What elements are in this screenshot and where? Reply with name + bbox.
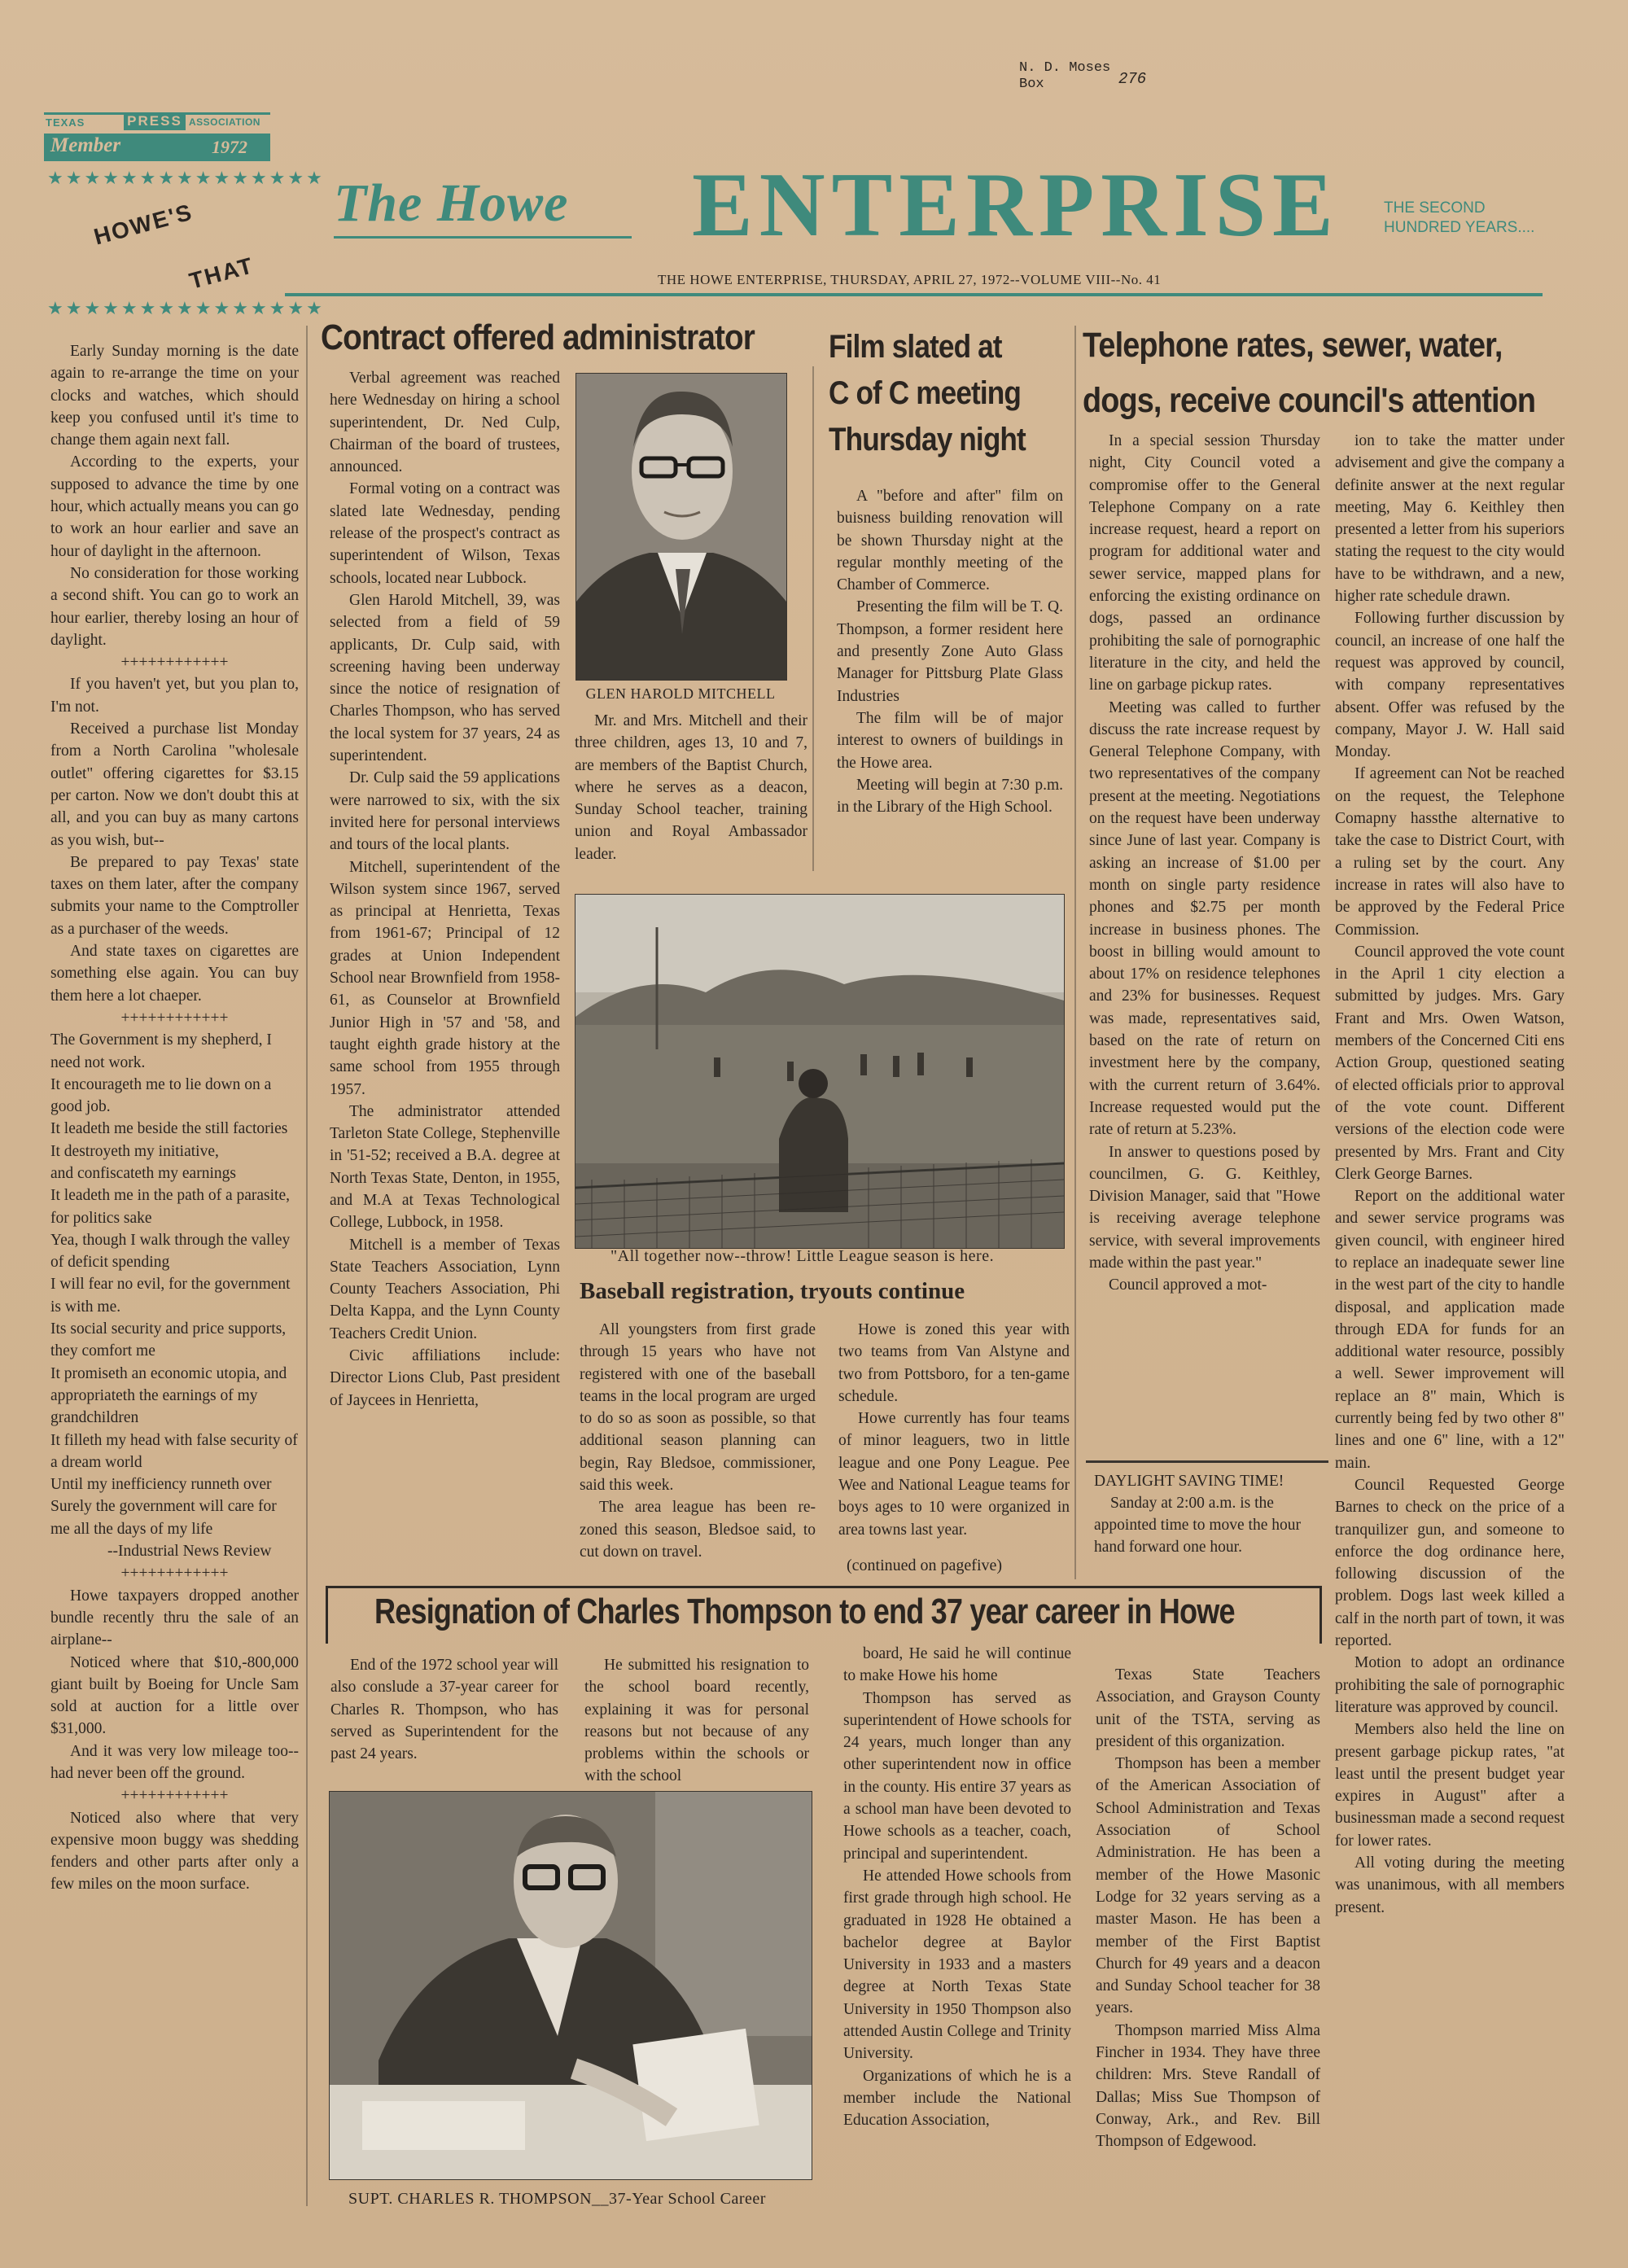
- telephone-headline-line: Telephone rates, sewer, water,: [1083, 326, 1503, 365]
- paragraph: Civic affiliations include: Director Lions Club, Past president of Jaycees in Henrietta,: [330, 1347, 560, 1409]
- paragraph: Noticed where that $10,-800,000 giant built by Boeing for Uncle Sam sold at auction for a little over $31,000.: [50, 1653, 299, 1738]
- psalm-line: It destroyeth my initiative,: [50, 1142, 219, 1160]
- film-headline-line: C of C meeting: [829, 375, 1022, 411]
- column-head-that: THAT: [186, 252, 257, 294]
- paragraph: Motion to adopt an ordinance prohibiting the sale of pornographic literature was approved by council.: [1335, 1654, 1565, 1716]
- paragraph: Howe currently has four teams of minor leaguers, two in little league and one Pony League. Pee Wee and National League teams for boys ages to 10 were organized in area towns last year.: [838, 1410, 1070, 1539]
- paragraph: Be prepared to pay Texas' state taxes on them later, after the company submits your name to the Comptroller as a purchaser of the weeds.: [50, 853, 299, 938]
- contract-headline: Contract offered administrator: [321, 317, 755, 357]
- address-box: Box: [1019, 77, 1044, 92]
- paragraph: According to the experts, your supposed to advance the time by one hour, which actually means you can go to work an hour earlier and save an hour of daylight in the afternoon.: [50, 453, 299, 560]
- baseball-column-1: [580, 1319, 816, 1563]
- masthead-title: ENTERPRISE: [692, 155, 1340, 256]
- paragraph: In answer to questions posed by councilmen, G. G. Keithley, Division Manager, said that "Howe is receiving average telephone service, with several improvements made within the past year.": [1089, 1143, 1320, 1272]
- address-stamp: [1019, 60, 1110, 93]
- paragraph: Howe is zoned this year with two teams from Van Alstyne and two from Pottsboro, for a ten-game schedule.: [838, 1321, 1070, 1405]
- telephone-column-2: [1335, 430, 1565, 1919]
- masthead-the-howe: The Howe: [334, 173, 569, 233]
- column-rule: [1074, 326, 1076, 1579]
- paragraph: Members also held the line on present garbage pickup rates, "at least until the present budget year expires in August" after a businessman made a second request for lower rates.: [1335, 1721, 1565, 1850]
- contract-column-1: [330, 367, 560, 1412]
- separator: ++++++++++++: [120, 1787, 229, 1805]
- address-name: N. D. Moses: [1019, 60, 1111, 76]
- paragraph: No consideration for those working a second shift. You can go to work an hour earlier, thereby losing an hour of daylight.: [50, 564, 299, 649]
- mitchell-photo-caption: GLEN HAROLD MITCHELL: [585, 685, 776, 702]
- little-league-caption: "All together now--throw! Little League season is here.: [610, 1247, 995, 1265]
- masthead-tagline: THE SECOND HUNDRED YEARS....: [1384, 199, 1535, 236]
- address-number: 276: [1118, 70, 1147, 88]
- paragraph: He submitted his resignation to the school board recently, explaining it was for personal reasons but not because of any problems within the schools or with the school: [584, 1657, 809, 1785]
- resignation-column-4: [1096, 1664, 1320, 2153]
- paragraph: Dr. Culp said the 59 applications were narrowed to six, with the six invited here for personal interviews and tours of the local plants.: [330, 769, 560, 854]
- telephone-headline: [1083, 317, 1535, 428]
- dst-title: DAYLIGHT SAVING TIME!: [1094, 1473, 1284, 1490]
- psalm-line: Its social security and price supports, they comfort me: [50, 1320, 287, 1360]
- paragraph: The administrator attended Tarleton State College, Stephenville in '51-52; received a B.A. degree at North Texas State, Denton, in 1955, and M.A at Texas Technological College, Lubbock, in 1958.: [330, 1102, 560, 1232]
- column-head-howes: HOWE'S: [90, 199, 196, 250]
- dst-box: [1094, 1470, 1324, 1558]
- paragraph: Texas State Teachers Association, and Grayson County unit of the TSTA, serving as president of this organization.: [1096, 1666, 1320, 1750]
- baseball-headline: Baseball registration, tryouts continue: [580, 1278, 965, 1304]
- resignation-column-3: [843, 1643, 1071, 2132]
- continued-note: (continued on pagefive): [847, 1557, 1003, 1574]
- paragraph: The area league has been re-zoned this season, Bledsoe said, to cut down on travel.: [580, 1499, 816, 1561]
- paragraph: Formal voting on a contract was slated late Wednesday, pending release of the prospect's contract as superintendent of Wilson, Texas schools, located near Lubbock.: [330, 480, 560, 587]
- paragraph: Received a purchase list Monday from a North Carolina "wholesale outlet" offering cigarettes for $3.15 per carton. Now we don't doubt this at all, and you can buy as many cartons as you wish, but--: [50, 720, 299, 849]
- paragraph: Mr. and Mrs. Mitchell and their three children, ages 13, 10 and 7, are members of the Baptist Church, where he serves as a deacon, Sunday School teacher, training union and Royal Ambassador leader.: [575, 712, 807, 863]
- star-row-top: ★★★★★★★★★★★★★★★: [47, 168, 325, 188]
- paragraph: Thompson married Miss Alma Fincher in 1934. They have three children: Mrs. Steve Randall of Dallas; Miss Sue Thompson of Conway, Ark., and Rev. Bill Thompson of Edgewood.: [1096, 2021, 1320, 2151]
- press-association-badge: [44, 112, 270, 163]
- paragraph: Noticed also where that very expensive moon buggy was shedding fenders and other parts after only a few miles on the moon surface.: [50, 1809, 299, 1894]
- dst-body: Sanday at 2:00 a.m. is the appointed time to move the hour hand forward one hour.: [1094, 1495, 1301, 1556]
- contract-column-2: [575, 710, 807, 865]
- separator: ++++++++++++: [120, 654, 229, 672]
- badge-assoc: ASSOCIATION: [189, 116, 260, 128]
- psalm-line: Until my inefficiency runneth over: [50, 1476, 272, 1494]
- thompson-photo-caption: SUPT. CHARLES R. THOMPSON__37-Year School Career: [348, 2190, 766, 2208]
- thompson-photo: [329, 1791, 812, 2180]
- mitchell-photo: [575, 373, 787, 681]
- paragraph: Organizations of which he is a member include the National Education Association,: [843, 2067, 1071, 2130]
- dst-box-rule: [1086, 1460, 1328, 1463]
- separator: ++++++++++++: [120, 1009, 229, 1027]
- paragraph: End of the 1972 school year will also conslude a 37-year career for Charles R. Thompson, who has served as Superintendent for the past 24 years.: [330, 1657, 558, 1763]
- paragraph: ion to take the matter under advisement and give the company a definite answer at the next regular meeting, May 6. Keithley then presented a letter from his superiors stating the request to the city would have to be withdrawn, and a new, higher rate schedule drawn.: [1335, 432, 1565, 606]
- dateline: THE HOWE ENTERPRISE, THURSDAY, APRIL 27, 1972--VOLUME VIII--No. 41: [658, 272, 1162, 287]
- paragraph: Presenting the film will be T. Q. Thompson, a former resident here and presently Zone Auto Glass Manager for Pittsburg Plate Glass Industries: [837, 598, 1063, 705]
- paragraph: Meeting will begin at 7:30 p.m. in the Library of the High School.: [837, 776, 1063, 817]
- paragraph: Early Sunday morning is the date again to re-arrange the time on your clocks and watches, which should keep you confused until it's time to change them again next fall.: [50, 343, 299, 449]
- paragraph: If you haven't yet, but you plan to, I'm not.: [50, 676, 299, 716]
- paragraph: All youngsters from first grade through 15 years who have not registered with one of the baseball teams in the local program are urged to do so as soon as possible, so that additional season planning can begin, Ray Bledsoe, commissioner, said this week.: [580, 1321, 816, 1495]
- howes-that-column: [50, 340, 299, 1896]
- badge-member: Member: [50, 134, 121, 156]
- paragraph: Report on the additional water and sewer service programs was given council, with engineer hired to replace an inadequate sewer line in the west part of the city to handle disposal, and application made through EDA for funds for an additional water resource, possibly a well. Sewer improvement will replace an 8" main, Which is currently being fed by two other 8" lines and one 6" line, with a 12" main.: [1335, 1188, 1565, 1472]
- psalm-line: and confiscateth my earnings: [50, 1164, 236, 1182]
- paragraph: Thompson has served as superintendent of Howe schools for 24 years, much longer than any other superintendent now in office in the county. His entire 37 years as a school man have been devoted to Howe schools as a teacher, coach, principal and superintendent.: [843, 1689, 1071, 1863]
- psalm-line: It leadeth me in the path of a parasite, for politics sake: [50, 1187, 291, 1227]
- psalm-credit: --Industrial News Review: [107, 1543, 272, 1561]
- little-league-photo: [575, 894, 1065, 1249]
- paragraph: Council approved the vote count in the April 1 city election a submitted by judges. Mrs. Gary Frant and Mrs. Owen Watson, members of the Concerned Citi ens Action Group, questioned seating of elected officials prior to approval of the vote count. Different versions of the election code were presented by Mrs. Frant and City Clerk George Barnes.: [1335, 943, 1565, 1183]
- paragraph: And it was very low mileage too--had never been off the ground.: [50, 1742, 299, 1782]
- telephone-headline-line: dogs, receive council's attention: [1083, 381, 1536, 420]
- badge-year: 1972: [212, 137, 247, 157]
- star-row-bottom: ★★★★★★★★★★★★★★★: [47, 298, 325, 318]
- paragraph: The film will be of major interest to owners of buildings in the Howe area.: [837, 709, 1063, 772]
- paragraph: Meeting was called to further discuss the rate increase request by General Telephone Company, with two representatives of the company present at the meeting. Negotiations on the request have been underway since June of last year. Company is asking an increase of $1.00 per month on single party residence phones and $2.75 per month increase in business phones. The boost in billing would amount to about 17% on residence telephones and 23% for businesses. Request was made, representatives said, based on the rate of return on investment here by the company, with the current return of 3.64%. Increase requested would put the rate of return at 5.23%.: [1089, 698, 1320, 1139]
- paragraph: Council approved a mot-: [1109, 1276, 1267, 1294]
- paragraph: A "before and after" film on buisness building renovation will be shown Thursday night at the regular monthly meeting of the Chamber of Commerce.: [837, 488, 1063, 594]
- film-body: [837, 485, 1063, 818]
- psalm-line: It promiseth an economic utopia, and appropriateth the earnings of my grandchildren: [50, 1364, 287, 1427]
- paragraph: If agreement can Not be reached on the request, the Telephone Comapny hassthe alternative to take the case to District Court, with a ruling set by the court. Any increase in rates will also have to be approved by the Federal Price Commission.: [1335, 765, 1565, 939]
- resignation-column-1: [330, 1654, 558, 1765]
- baseball-column-2: [838, 1319, 1070, 1541]
- paragraph: Thompson has been a member of the American Association of School Administration and Texas Association of School Administration. He has been a member of the Howe Masonic Lodge for 32 years serving as a master Mason. He has been a member of the First Baptist Church for 49 years and a deacon and Sunday School teacher for 38 years.: [1096, 1755, 1320, 2017]
- paragraph: All voting during the meeting was unanimous, with all members present.: [1335, 1854, 1565, 1916]
- psalm-line: The Government is my shepherd, I need not work.: [50, 1031, 272, 1071]
- psalm-line: Surely the government will care for me all the days of my life: [50, 1498, 277, 1538]
- psalm-line: Yea, though I walk through the valley of deficit spending: [50, 1231, 291, 1272]
- paragraph: Verbal agreement was reached here Wednesday on hiring a school superintendent, Dr. Ned Culp, Chairman of the board of trustees, announced.: [330, 370, 560, 476]
- paragraph: Council Requested George Barnes to check on the price of a tranquilizer gun, and someone to enforce the dog ordinance here, following discussion of the problem. Dogs last week killed a calf in the north part of town, it was reported.: [1335, 1476, 1565, 1650]
- film-headline: [829, 324, 1026, 463]
- paragraph: He attended Howe schools from first grade through high school. He graduated in 1928 He obtained a bachelor degree at Baylor University in 1933 and a masters degree at North Texas State University in 1950 Thompson also attended Austin College and Trinity University.: [843, 1867, 1071, 2063]
- paragraph: In a special session Thursday night, City Council voted a compromise offer to the General Telephone Company on a rate increase request, heard a report on program for additional water and sewer service, mapped plans for enforcing the existing ordinance on dogs, passed an ordinance prohibiting the sale of pornographic literature in the city, and held the line on garbage pickup rates.: [1089, 432, 1320, 694]
- psalm-line: It leadeth me beside the still factories: [50, 1120, 288, 1138]
- masthead-rule: [285, 293, 1543, 296]
- psalm-line: It filleth my head with false security of a dream world: [50, 1431, 298, 1471]
- paragraph: And state taxes on cigarettes are something else again. You can buy them here a lot chaeper.: [50, 943, 299, 1005]
- film-headline-line: Film slated at: [829, 329, 1002, 365]
- paragraph: Howe taxpayers dropped another bundle recently thru the sale of an airplane--: [50, 1587, 299, 1649]
- film-headline-line: Thursday night: [829, 422, 1026, 458]
- paragraph: Following further discussion by council, an increase of one half the request was approved by council, with company representatives absent. Offer was refused by the company, Mayor J. W. Hall said Monday.: [1335, 610, 1565, 761]
- resignation-headline: Resignation of Charles Thompson to end 37 year career in Howe: [374, 1592, 1235, 1631]
- badge-state: TEXAS: [46, 116, 85, 129]
- badge-press: PRESS: [124, 112, 186, 130]
- psalm-line: It encourageth me to lie down on a good job.: [50, 1075, 272, 1116]
- masthead-underline: [334, 236, 632, 239]
- column-rule: [812, 366, 814, 871]
- psalm-line: I will fear no evil, for the government is with me.: [50, 1276, 291, 1316]
- paragraph: Glen Harold Mitchell, 39, was selected from a field of 59 applicants, Dr. Culp said, with screening having been underway since the notice of resignation of Charles Thompson, who has served the local system for 37 years, 24 as superintendent.: [330, 591, 560, 765]
- column-rule-left: [306, 326, 308, 2206]
- separator: ++++++++++++: [120, 1565, 229, 1583]
- paragraph: Mitchell, superintendent of the Wilson system since 1967, served as principal at Henrietta, Texas from 1961-67; Principal of 12 grades at Union Independent School near Brownfield from 1958-61, as Counselor at Brownfield Junior High in '57 and '58, and taught eighth grade history at the same school from 1955 through 1957.: [330, 858, 560, 1098]
- paragraph: board, He said he will continue to make Howe his home: [843, 1645, 1071, 1685]
- telephone-column-1: [1089, 430, 1320, 1297]
- paragraph: Mitchell is a member of Texas State Teachers Association, Lynn County Teachers Association, Phi Delta Kappa, and the Lynn County Teachers Credit Union.: [330, 1236, 560, 1342]
- resignation-column-2: [584, 1654, 809, 1788]
